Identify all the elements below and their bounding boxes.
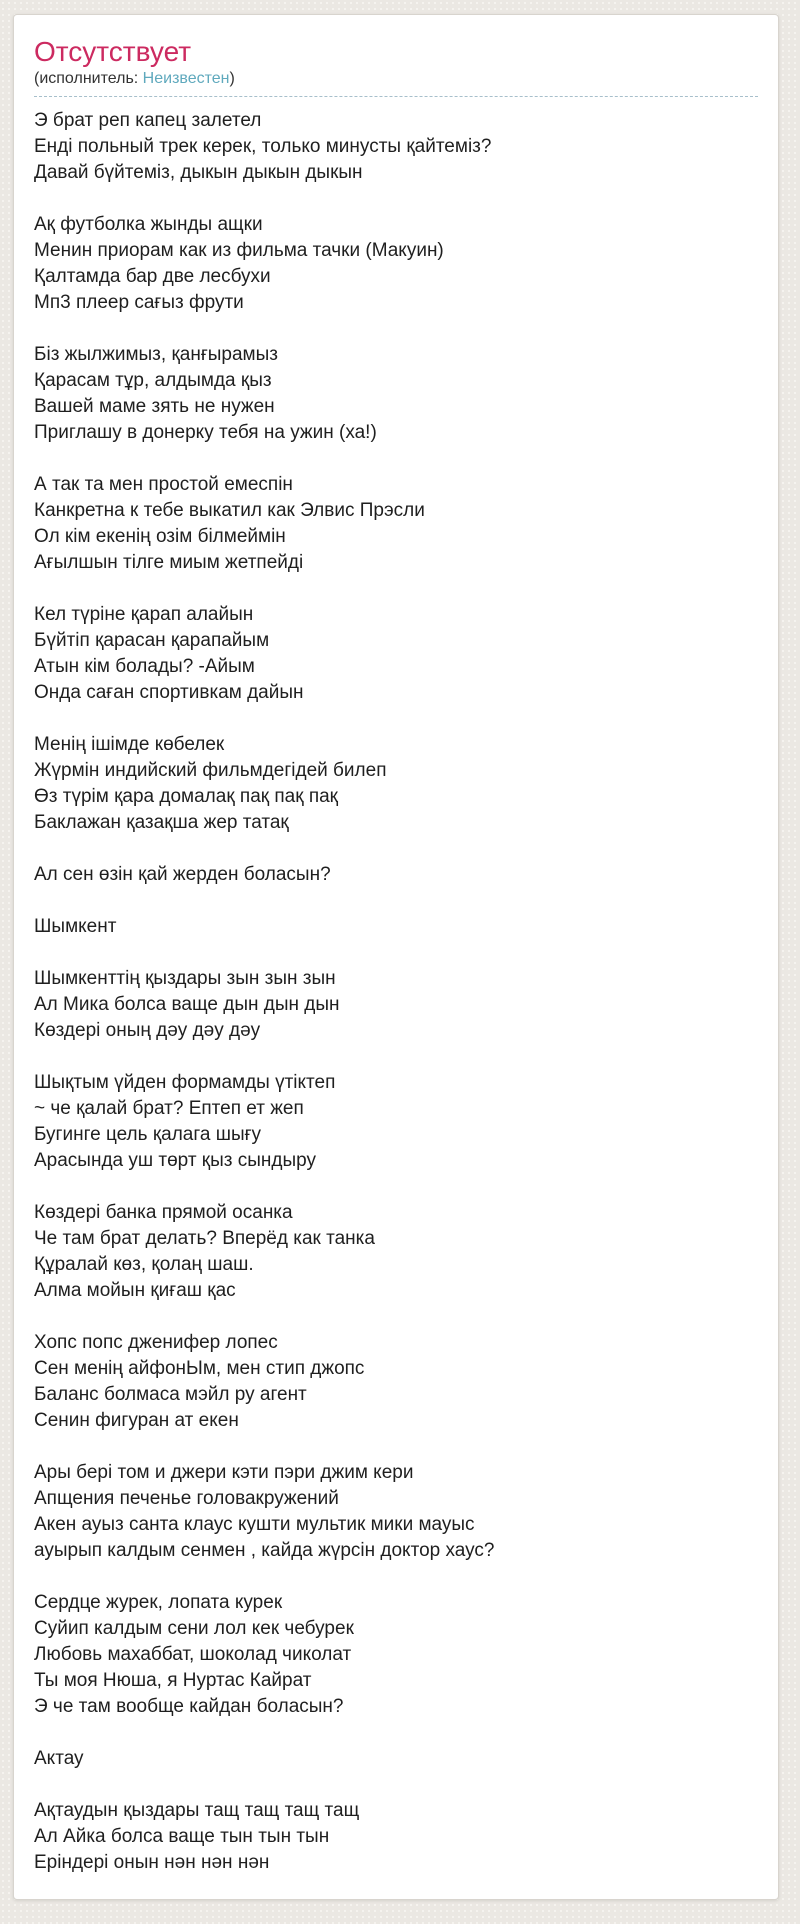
lyrics-text: [34, 108, 758, 1876]
stanza: [34, 1070, 758, 1174]
lyric-line: Бүйтіп қарасан қарапайым: [34, 630, 270, 651]
lyric-line: Ары бері том и джери кэти пэри джим кери: [34, 1462, 414, 1483]
lyric-line: Көздері банка прямой осанка: [34, 1202, 293, 1223]
lyric-line: Онда саған спортивкам дайын: [34, 682, 304, 703]
stanza: [34, 914, 758, 940]
lyric-line: Баклажан қазақша жер татақ: [34, 812, 289, 833]
lyric-line: Енді польный трек керек, только минусты қайтеміз?: [34, 136, 492, 157]
lyric-line: Кел түріне қарап алайын: [34, 604, 254, 625]
artist-link[interactable]: Неизвестен: [142, 70, 230, 87]
lyric-line: ауырып калдым сенмен , кайда жүрсін доктор хаус?: [34, 1540, 495, 1561]
lyric-line: Ақ футболка жынды ащки: [34, 214, 263, 235]
stanza: [34, 1460, 758, 1564]
lyric-line: Сен менің айфонЫм, мен стип джопс: [34, 1358, 365, 1379]
stanza: [34, 1200, 758, 1304]
lyric-line: Біз жылжимыз, қанғырамыз: [34, 344, 278, 365]
lyric-line: Приглашу в донерку тебя на ужин (ха!): [34, 422, 377, 443]
byline-suffix: ): [229, 70, 235, 87]
lyric-line: Сенин фигуран ат екен: [34, 1410, 239, 1431]
lyric-line: Канкретна к тебе выкатил как Элвис Прэсли: [34, 500, 425, 521]
lyric-line: Вашей маме зять не нужен: [34, 396, 275, 417]
stanza: [34, 1330, 758, 1434]
lyric-line: ~ че қалай брат? Ептеп ет жеп: [34, 1098, 304, 1119]
lyric-line: Бугинге цель қалага шығу: [34, 1124, 262, 1145]
lyric-line: Ол кім екенің озім білмеймін: [34, 526, 286, 547]
stanza: [34, 108, 758, 186]
lyric-line: Қалтамда бар две лесбухи: [34, 266, 271, 287]
stanza: [34, 1798, 758, 1876]
lyric-line: Че там брат делать? Вперёд как танка: [34, 1228, 375, 1249]
lyric-line: Суйип калдым сени лол кек чебурек: [34, 1618, 354, 1639]
dashed-separator: [34, 96, 758, 97]
lyric-line: Ты моя Нюша, я Нуртас Кайрат: [34, 1670, 312, 1691]
stanza: [34, 602, 758, 706]
lyric-line: Менің ішімде көбелек: [34, 734, 225, 755]
lyric-line: Арасында уш төрт қыз сындыру: [34, 1150, 317, 1171]
lyric-line: Давай бүйтеміз, дыкын дыкын дыкын: [34, 162, 363, 183]
lyric-line: Атын кім болады? -Айым: [34, 656, 255, 677]
byline-prefix: (исполнитель:: [34, 70, 139, 87]
lyric-line: Хопс попс дженифер лопес: [34, 1332, 278, 1353]
lyric-line: Құралай көз, қолаң шаш.: [34, 1254, 254, 1275]
lyric-line: Еріндері онын нән нән нән: [34, 1852, 270, 1873]
stanza: [34, 862, 758, 888]
lyric-line: Мп3 плеер сағыз фрути: [34, 292, 244, 313]
lyric-line: Ал сен өзін қай жерден боласын?: [34, 864, 331, 885]
lyric-line: Шымкенттің қыздары зын зын зын: [34, 968, 336, 989]
lyric-line: Э че там вообще кайдан боласын?: [34, 1696, 344, 1717]
lyric-line: А так та мен простой емеспін: [34, 474, 293, 495]
page-title: Отсутствует: [34, 36, 192, 67]
byline: [34, 70, 758, 88]
lyric-line: Любовь махаббат, шоколад чиколат: [34, 1644, 352, 1665]
lyric-line: Апщения печенье головакружений: [34, 1488, 339, 1509]
lyric-line: Өз түрім қара домалақ пақ пақ пақ: [34, 786, 338, 807]
lyric-line: Шықтым үйден формамды үтіктеп: [34, 1072, 336, 1093]
stanza: [34, 472, 758, 576]
lyric-line: Шымкент: [34, 916, 117, 937]
lyric-line: Баланс болмаса мэйл ру агент: [34, 1384, 307, 1405]
lyrics-card: [13, 14, 779, 1900]
lyric-line: Жүрмін индийский фильмдегідей билеп: [34, 760, 387, 781]
stanza: [34, 1590, 758, 1720]
stanza: [34, 342, 758, 446]
stanza: [34, 732, 758, 836]
stanza: [34, 212, 758, 316]
lyric-line: Ағылшын тілге миым жетпейді: [34, 552, 304, 573]
lyric-line: Ал Мика болса ваще дын дын дын: [34, 994, 340, 1015]
stanza: [34, 1746, 758, 1772]
lyric-line: Ал Айка болса ваще тын тын тын: [34, 1826, 330, 1847]
stanza: [34, 966, 758, 1044]
lyric-line: Акен ауыз санта клаус кушти мультик мики мауыс: [34, 1514, 475, 1535]
lyric-line: Э брат реп капец залетел: [34, 110, 262, 131]
lyric-line: Көздері оның дәу дәу дәу: [34, 1020, 261, 1041]
lyric-line: Ақтаудын қыздары тащ тащ тащ тащ: [34, 1800, 360, 1821]
lyric-line: Қарасам тұр, алдымда қыз: [34, 370, 272, 391]
lyric-line: Менин приорам как из фильма тачки (Макуин): [34, 240, 444, 261]
lyric-line: Алма мойын қиғаш қас: [34, 1280, 236, 1301]
lyric-line: Сердце журек, лопата курек: [34, 1592, 283, 1613]
lyric-line: Актау: [34, 1748, 84, 1769]
